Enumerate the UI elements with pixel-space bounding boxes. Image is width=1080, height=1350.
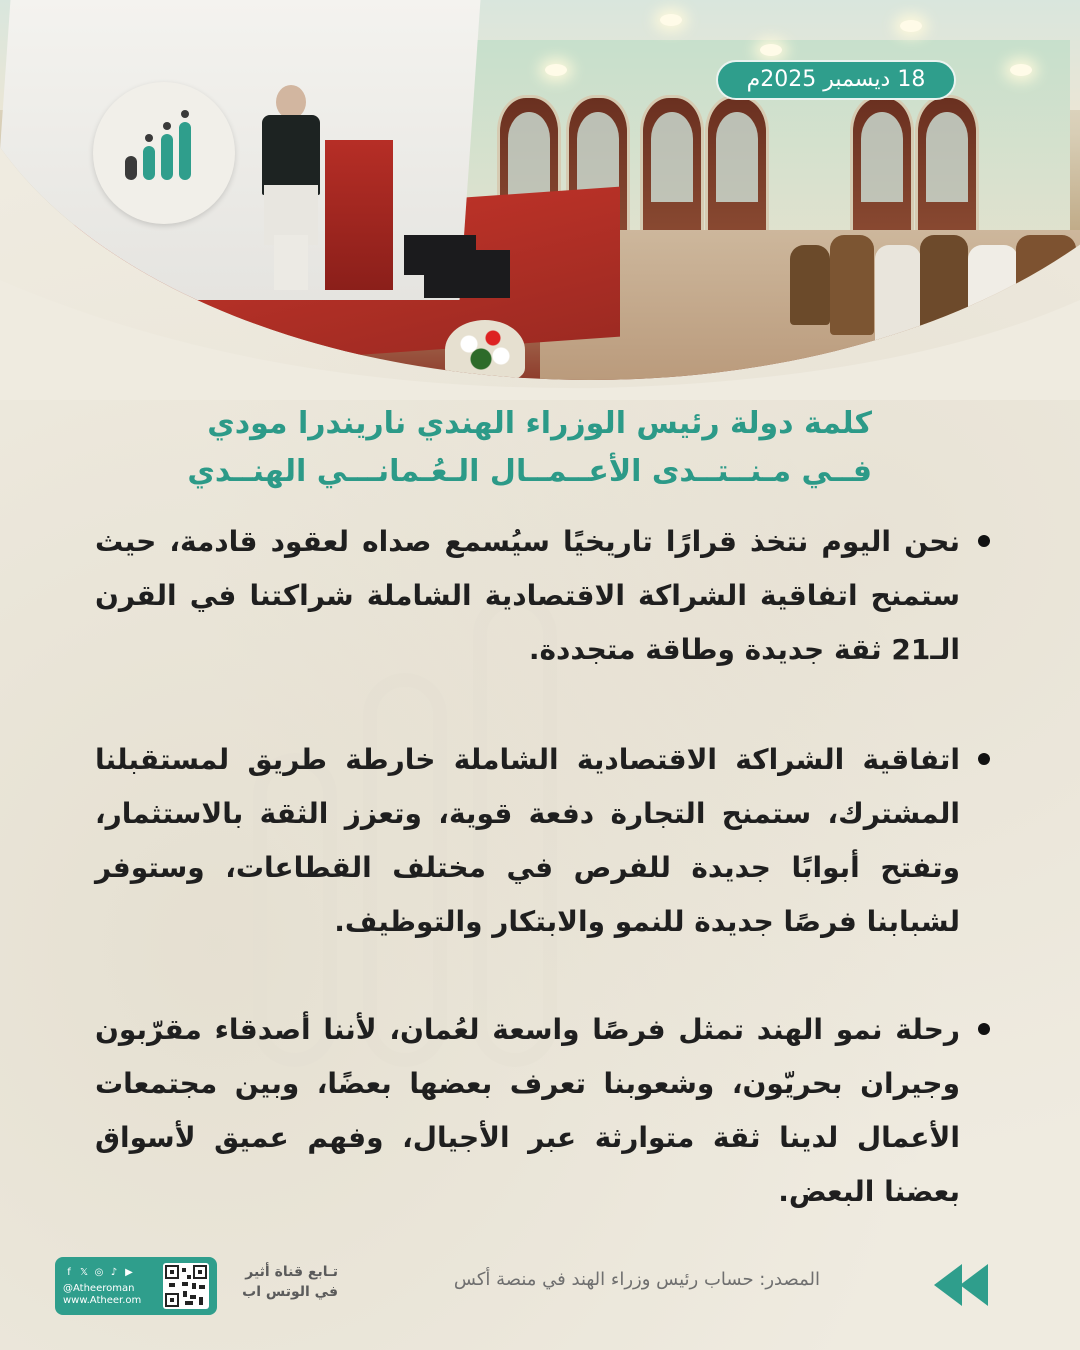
youtube-icon[interactable]: ▶ — [125, 1267, 133, 1278]
headline-line-2: فــي مـنــتــدى الأعــمــال الـعُـمانـــي الهنــدي — [187, 454, 872, 489]
back-arrow-icon[interactable] — [930, 1262, 990, 1308]
quote-bullet-3: رحلة نمو الهند تمثل فرصًا واسعة لعُمان، لأننا أصدقاء مقرّبون وجيران بحريّون، وشعوبنا تعرف بعضها بعضًا، وبين مجتمعات الأعمال لدينا ثقة متوارثة عبر الأجيال، وفهم عميق لأسواق بعضنا البعض. — [95, 1003, 990, 1219]
facebook-icon[interactable]: f — [67, 1267, 71, 1278]
website-link[interactable]: www.Atheer.om — [63, 1295, 142, 1306]
quote-bullet-1: نحن اليوم نتخذ قرارًا تاريخيًا سيُسمع صداه لعقود قادمة، حيث ستمنح اتفاقية الشراكة الاقتصادية الشاملة شراكتنا في القرن الـ21 ثقة جديدة وطاقة متجددة. — [95, 515, 990, 677]
x-icon[interactable]: 𝕏 — [79, 1267, 89, 1278]
atheer-logo — [93, 82, 235, 224]
quote-bullet-2: اتفاقية الشراكة الاقتصادية الشاملة خارطة طريق لمستقبلنا المشترك، ستمنح التجارة دفعة قوية، وتعزز الثقة بالاستثمار، وتفتح أبوابًا جديدة للفرص في مختلف القطاعات، وستوفر لشبابنا فرصًا جديدة للنمو والابتكار والتوظيف. — [95, 733, 990, 949]
follow-line-2: في الوتس اب — [242, 1284, 338, 1300]
social-icons — [63, 1265, 149, 1281]
qr-code-icon — [163, 1263, 209, 1309]
headline — [172, 400, 872, 496]
tiktok-icon[interactable]: ♪ — [110, 1267, 118, 1278]
date-badge: 18 ديسمبر 2025م — [716, 60, 956, 100]
follow-line-1: تـابع قناة أثير — [245, 1264, 338, 1280]
social-badge[interactable] — [55, 1257, 217, 1315]
headline-line-1: كلمة دولة رئيس الوزراء الهندي ناريندرا مودي — [207, 406, 872, 441]
source-note: المصدر: حساب رئيس وزراء الهند في منصة أكس — [453, 1269, 820, 1290]
whatsapp-follow-label — [226, 1262, 338, 1302]
atheer-logo-icon — [93, 82, 235, 224]
social-handle: @Atheeroman — [63, 1283, 135, 1294]
instagram-icon[interactable]: ◎ — [94, 1267, 104, 1278]
